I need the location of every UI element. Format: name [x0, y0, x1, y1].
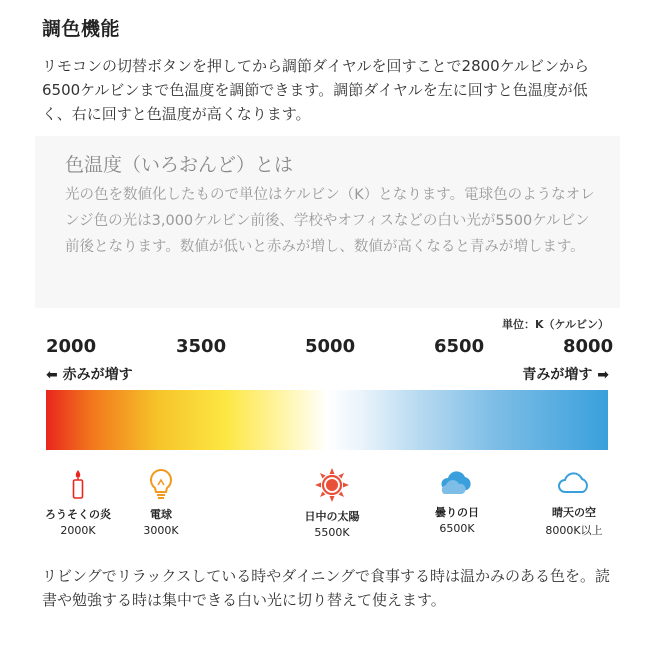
- tick-8000: 8000: [563, 336, 614, 357]
- example-name: 日中の太陽: [304, 510, 360, 523]
- section-title: 調色機能: [42, 18, 121, 40]
- example-sun: [277, 468, 387, 539]
- example-name: ろうそくの炎: [45, 508, 111, 521]
- tick-2000: 2000: [46, 336, 97, 357]
- example-name: 曇りの日: [435, 506, 479, 519]
- color-temperature-spectrum: [46, 390, 608, 450]
- example-temp: 2000K: [60, 524, 96, 537]
- example-cloudy: [402, 468, 512, 535]
- tick-3500: 3500: [176, 336, 227, 357]
- sun-icon: [315, 468, 349, 502]
- tick-5000: 5000: [305, 336, 356, 357]
- outro-paragraph: リビングでリラックスしている時やダイニングで食事する時は温かみのある色を。読書や勉強する時は集中できる白い光に切り替えて使えます。: [42, 567, 611, 609]
- example-name: 電球: [150, 508, 172, 521]
- example-temp: 3000K: [143, 524, 179, 537]
- unit-label: 単位：K（ケルビン）: [502, 318, 609, 331]
- sky-outline-cloud-icon: [556, 468, 592, 498]
- bluer-direction-label: 青みが増す ➡: [522, 367, 609, 383]
- example-name: 晴天の空: [552, 506, 596, 519]
- redder-direction-label: ⬅ 赤みが増す: [46, 367, 133, 383]
- note-body: 光の色を数値化したもので単位はケルビン（K）となります。電球色のようなオレンジ色の光は3,000ケルビン前後、学校やオフィスなどの白い光が5500ケルビン前後となります。数値が低いと赤みが増し、数値が高くなると青みが増します。: [65, 187, 595, 255]
- example-bulb: [106, 468, 216, 537]
- intro-paragraph: リモコンの切替ボタンを押してから調節ダイヤルを回すことで2800ケルビンから6500ケルビンまで色温度を調節できます。調節ダイヤルを左に回すと色温度が低く、右に回すと色温度が高くなります。: [42, 57, 589, 123]
- example-temp: 8000K以上: [545, 524, 603, 537]
- example-clear-sky: [519, 468, 629, 538]
- light-bulb-icon: [148, 468, 174, 500]
- tick-6500: 6500: [434, 336, 485, 357]
- color-temperature-note: [35, 136, 620, 308]
- note-title: 色温度（いろおんど）とは: [65, 154, 294, 176]
- cloud-icon: [439, 468, 475, 498]
- example-temp: 6500K: [439, 522, 475, 535]
- candle-icon: [66, 468, 90, 500]
- example-temp: 5500K: [314, 526, 350, 539]
